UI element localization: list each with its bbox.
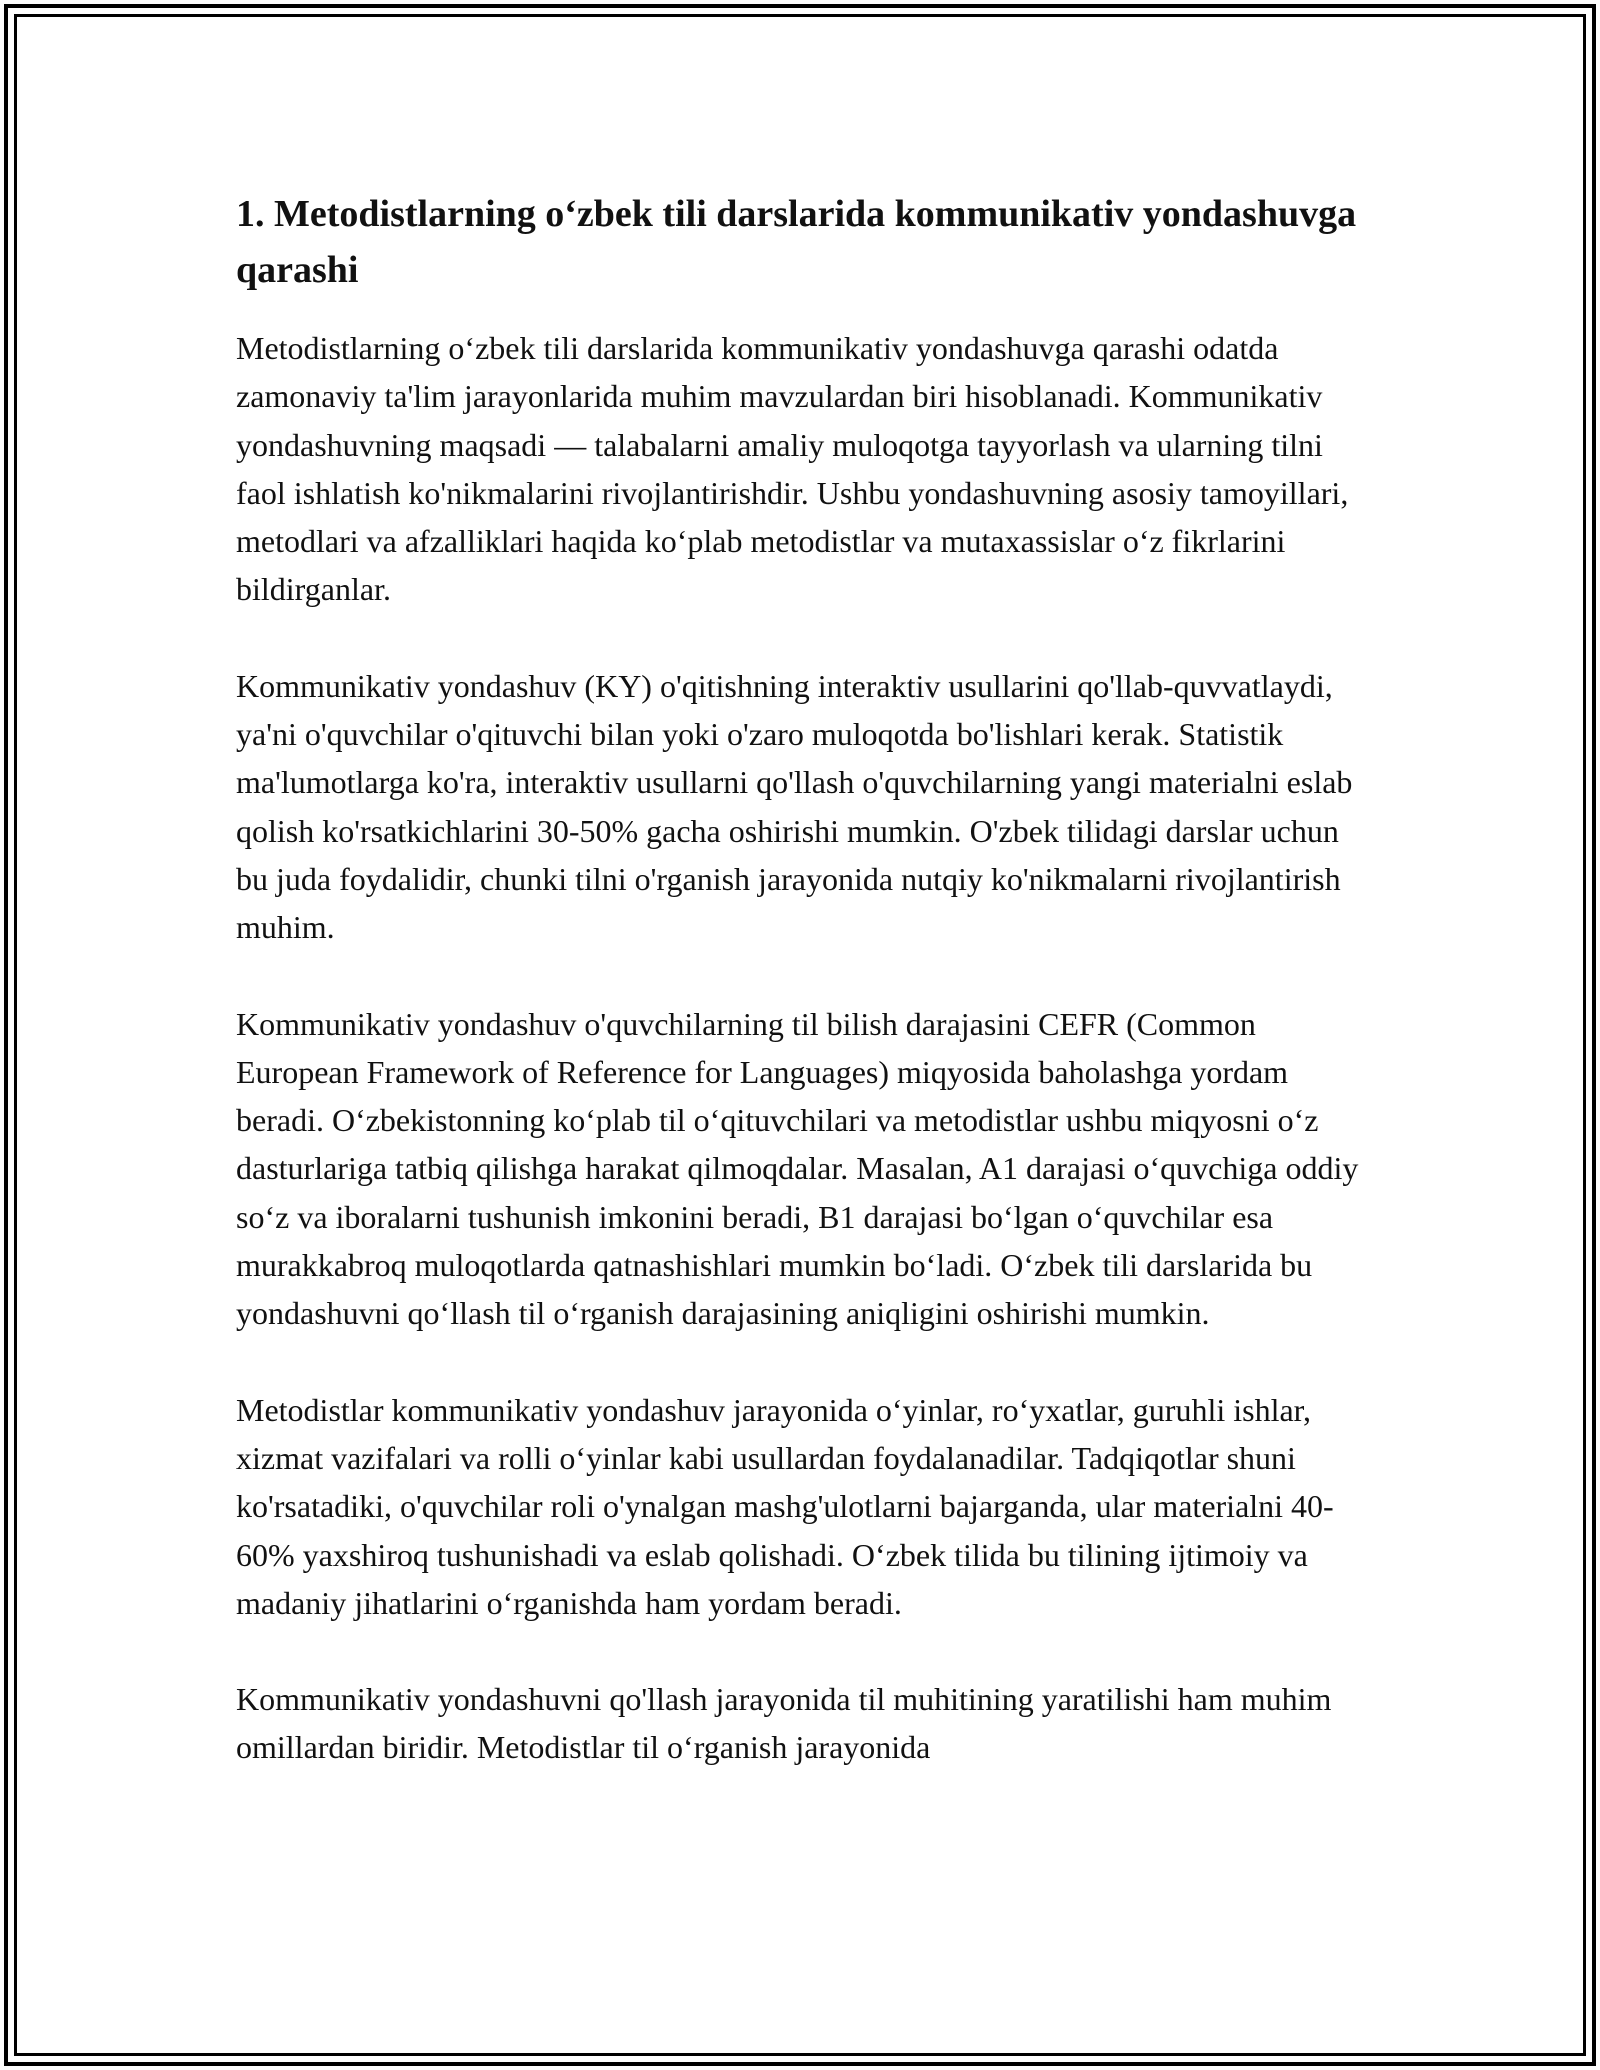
paragraph-2: Kommunikativ yondashuv (KY) o'qitishning interaktiv usullarini qo'llab-quvvatlaydi, ya'ni o'quvchilar o'qituvchi bilan yoki o'zaro muloqotda bo'lishlari kerak. Statistik ma'lumotlarga ko'ra, interaktiv usullarni qo'llash o'quvchilarning yangi materialni eslab qolish ko'rsatkichlarini 30-50% gacha oshirishi mumkin. O'zbek tilidagi darslar uchun bu juda foydalidir, chunki tilni o'rganish jarayonida nutqiy ko'nikmalarni rivojlantirish muhim. [236, 667, 1353, 946]
paragraph-3: Kommunikativ yondashuv o'quvchilarning til bilish darajasini CEFR (Common European Framework of Reference for Languages) miqyosida baholashga yordam beradi. O‘zbekistonning ko‘plab til o‘qituvchilari va metodistlar ushbu miqyosni o‘z dasturlariga tatbiq qilishga harakat qilmoqdalar. Masalan, A1 darajasi o‘quvchiga oddiy so‘z va iboralarni tushunish imkonini beradi, B1 darajasi bo‘lgan o‘quvchilar esa murakkabroq muloqotlarda qatnashishlari mumkin bo‘ladi. O‘zbek tili darslarida bu yondashuvni qo‘llash til o‘rganish darajasining aniqligini oshirishi mumkin. [236, 1005, 1359, 1332]
document-body [236, 186, 1371, 1820]
paragraph-5: Kommunikativ yondashuvni qo'llash jarayonida til muhitining yaratilishi ham muhim omillardan biridir. Metodistlar til o‘rganish jarayonida [236, 1681, 1332, 1766]
section-heading: 1. Metodistlarning o‘zbek tili darslarida kommunikativ yondashuvga qarashi [236, 193, 1357, 291]
paragraph-4: Metodistlar kommunikativ yondashuv jarayonida o‘yinlar, ro‘yxatlar, guruhli ishlar, xizmat vazifalari va rolli o‘yinlar kabi usullardan foydalanadilar. Tadqiqotlar shuni ko'rsatadiki, o'quvchilar roli o'ynalgan mashg'ulotlarni bajarganda, ular materialni 40-60% yaxshiroq tushunishadi va eslab qolishadi. O‘zbek tilida bu tilining ijtimoiy va madaniy jihatlarini o‘rganishda ham yordam beradi. [236, 1391, 1334, 1621]
paragraph-1: Metodistlarning o‘zbek tili darslarida kommunikativ yondashuvga qarashi odatda zamonaviy ta'lim jarayonlarida muhim mavzulardan biri hisoblanadi. Kommunikativ yondashuvning maqsadi — talabalarni amaliy muloqotga tayyorlash va ularning tilni faol ishlatish ko'nikmalarini rivojlantirishdir. Ushbu yondashuvning asosiy tamoyillari, metodlari va afzalliklari haqida ko‘plab metodistlar va mutaxassislar o‘z fikrlarini bildirganlar. [236, 330, 1349, 608]
